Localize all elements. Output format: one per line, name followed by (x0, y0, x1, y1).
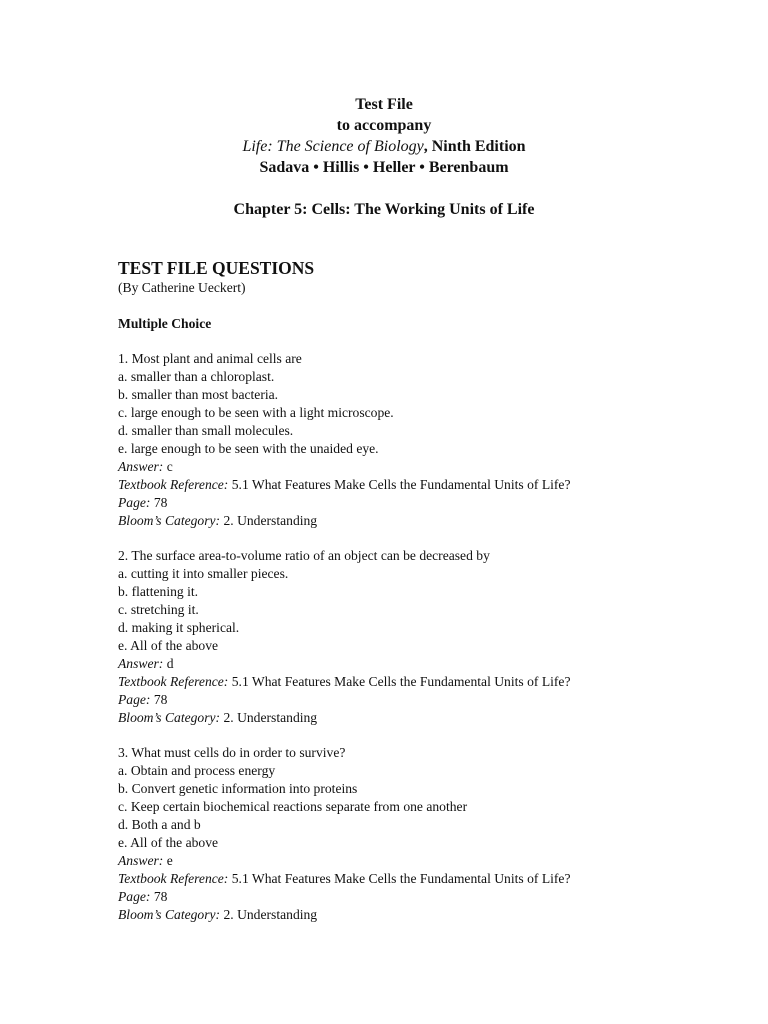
question-stem: 1. Most plant and animal cells are (118, 351, 302, 366)
page-line (118, 888, 738, 906)
document-title: Test File (355, 96, 413, 113)
blooms-category-label: Bloom’s Category: (118, 513, 221, 528)
textbook-reference-value: 5.1 What Features Make Cells the Fundamental Units of Life? (228, 477, 571, 492)
answer-option: d. Both a and b (118, 817, 201, 832)
answer-option: b. Convert genetic information into proteins (118, 781, 358, 796)
question-stem: 2. The surface area-to-volume ratio of an object can be decreased by (118, 548, 490, 563)
blooms-category-line (118, 512, 738, 530)
answer-option: a. cutting it into smaller pieces. (118, 566, 289, 581)
page-value: 78 (150, 889, 168, 904)
answer-value: e (163, 853, 173, 868)
question-item (118, 350, 738, 530)
blooms-category-line (118, 906, 738, 924)
blooms-category-value: 2. Understanding (220, 513, 318, 528)
answer-label: Answer: (118, 656, 164, 671)
textbook-reference-line (118, 673, 738, 691)
blooms-category-value: 2. Understanding (220, 907, 318, 922)
answer-line (118, 458, 738, 476)
subsection-heading: Multiple Choice (118, 316, 212, 331)
textbook-reference-line (118, 870, 738, 888)
page-label: Page: (118, 495, 151, 510)
chapter-title: Chapter 5: Cells: The Working Units of Life (233, 201, 535, 218)
page-value: 78 (150, 692, 168, 707)
textbook-reference-line (118, 476, 738, 494)
document-content (118, 257, 738, 941)
textbook-reference-value: 5.1 What Features Make Cells the Fundamental Units of Life? (228, 871, 571, 886)
textbook-reference-label: Textbook Reference: (118, 674, 229, 689)
blooms-category-value: 2. Understanding (220, 710, 318, 725)
page-line (118, 494, 738, 512)
answer-option: a. smaller than a chloroplast. (118, 369, 275, 384)
answer-value: c (163, 459, 173, 474)
question-item (118, 744, 738, 924)
page-value: 78 (150, 495, 168, 510)
answer-value: d (163, 656, 174, 671)
blooms-category-label: Bloom’s Category: (118, 710, 221, 725)
answer-line (118, 655, 738, 673)
question-stem: 3. What must cells do in order to survive? (118, 745, 346, 760)
author-byline: (By Catherine Ueckert) (118, 280, 246, 295)
blooms-category-line (118, 709, 738, 727)
page-line (118, 691, 738, 709)
answer-option: c. large enough to be seen with a light microscope. (118, 405, 394, 420)
textbook-reference-label: Textbook Reference: (118, 871, 229, 886)
answer-option: e. All of the above (118, 835, 219, 850)
book-edition: , Ninth Edition (423, 138, 526, 155)
answer-option: d. smaller than small molecules. (118, 423, 294, 438)
answer-option: c. stretching it. (118, 602, 199, 617)
authors-line: Sadava • Hillis • Heller • Berenbaum (259, 159, 509, 176)
textbook-reference-label: Textbook Reference: (118, 477, 229, 492)
answer-label: Answer: (118, 459, 164, 474)
title-block (0, 94, 768, 178)
answer-option: a. Obtain and process energy (118, 763, 276, 778)
answer-option: b. flattening it. (118, 584, 199, 599)
answer-option: e. All of the above (118, 638, 219, 653)
answer-option: c. Keep certain biochemical reactions separate from one another (118, 799, 468, 814)
document-subtitle: to accompany (336, 117, 432, 134)
question-list (118, 350, 738, 924)
answer-line (118, 852, 738, 870)
answer-option: d. making it spherical. (118, 620, 240, 635)
answer-option: b. smaller than most bacteria. (118, 387, 279, 402)
section-heading: TEST FILE QUESTIONS (118, 258, 315, 278)
answer-label: Answer: (118, 853, 164, 868)
textbook-reference-value: 5.1 What Features Make Cells the Fundamental Units of Life? (228, 674, 571, 689)
answer-option: e. large enough to be seen with the unaided eye. (118, 441, 379, 456)
page-label: Page: (118, 692, 151, 707)
book-title-line (0, 136, 768, 157)
book-title: Life: The Science of Biology (242, 138, 424, 155)
blooms-category-label: Bloom’s Category: (118, 907, 221, 922)
question-item (118, 547, 738, 727)
page-label: Page: (118, 889, 151, 904)
